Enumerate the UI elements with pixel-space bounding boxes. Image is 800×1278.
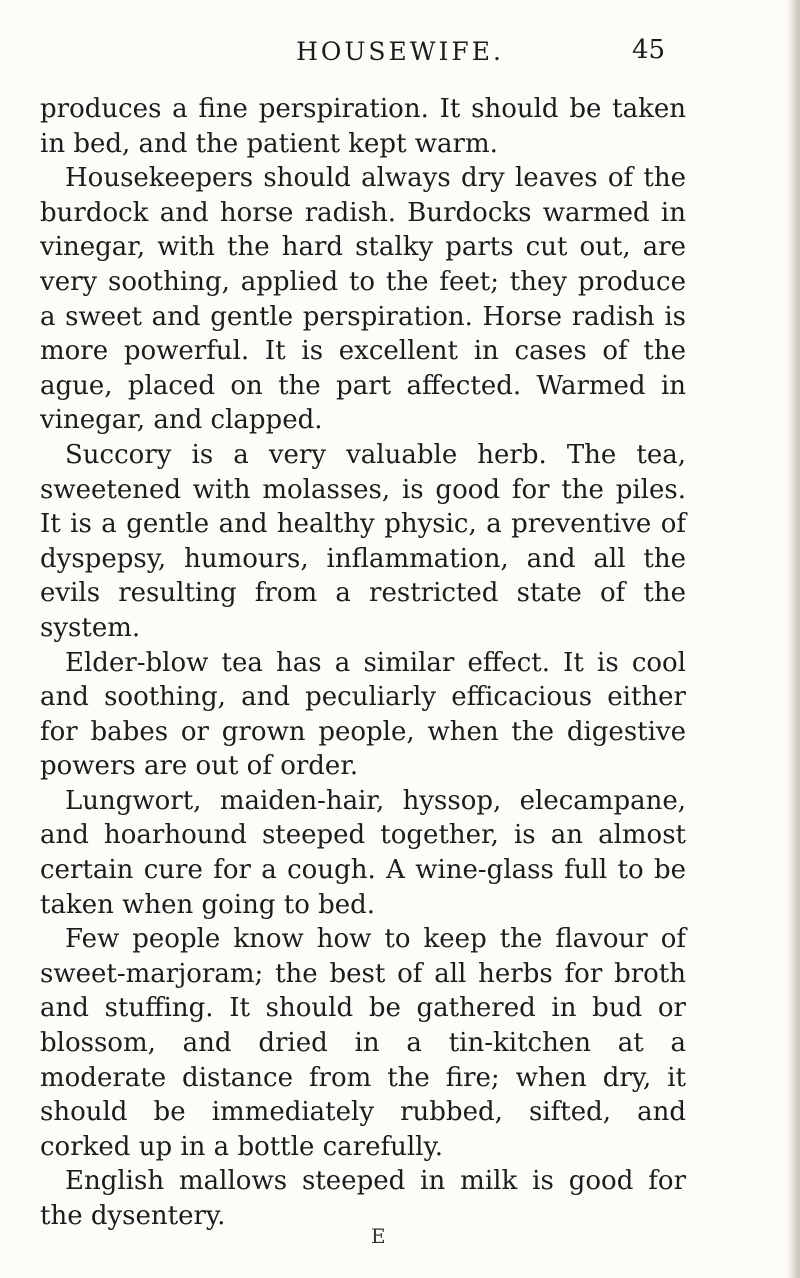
paragraph: Elder-blow tea has a similar effect. It is cool and soothing, and peculiarly efficacious either for babes or grown people, when the digestive powers are out of order. (40, 647, 686, 782)
paragraph: Few people know how to keep the flavour of sweet-marjoram; the best of all herbs for broth and stuffing. It should be gathered in bud or blossom, and dried in a tin-kitchen at a moderate distance from the fire; when dry, it should be immediately rubbed, sifted, and corked up in a bottle carefully. (40, 924, 686, 1162)
running-head: HOUSEWIFE. (296, 37, 504, 66)
page-number: 45 (632, 35, 666, 65)
paragraph: produces a fine perspiration. It should be taken in bed, and the patient kept warm. (40, 94, 686, 159)
page-edge-shadow (786, 0, 800, 1278)
body-text (40, 92, 686, 1234)
paragraph: Housekeepers should always dry leaves of the burdock and horse radish. Burdocks warmed in vinegar, with the hard stalky parts cut out, are very soothing, applied to the feet; they produce a sweet and gentle perspiration. Horse radish is more powerful. It is excellent in cases of the ague, placed on the part affected. Warmed in vinegar, and clapped. (40, 163, 686, 436)
signature-mark: E (371, 1224, 386, 1248)
paragraph: English mallows steeped in milk is good for the dysentery. (40, 1166, 686, 1231)
paragraph: Succory is a very valuable herb. The tea, sweetened with molasses, is good for the piles. It is a gentle and healthy physic, a preventive of dyspepsy, humours, inflammation, and all the evils resulting from a restricted state of the system. (40, 439, 686, 643)
paragraph: Lungwort, maiden-hair, hyssop, elecampane, and hoarhound steeped together, is an almost certain cure for a cough. A wine-glass full to be taken when going to bed. (40, 785, 686, 920)
